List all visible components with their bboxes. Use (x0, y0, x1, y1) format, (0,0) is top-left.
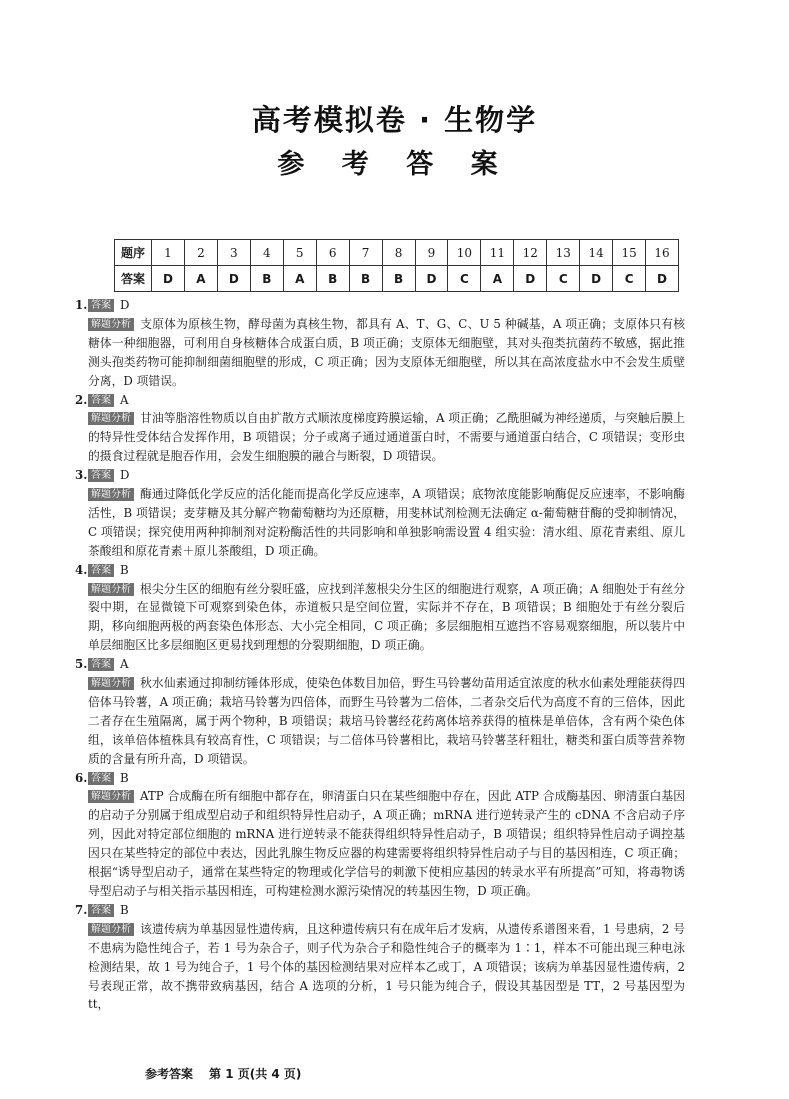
question-number-cell: 6 (316, 240, 349, 266)
answer-cell: B (316, 266, 349, 292)
question-block (75, 769, 685, 901)
analysis-text: 支原体为原核生物，酵母菌为真核生物，都具有 A、T、G、C、U 5 种碱基，A 项正确；支原体只有核糖体一种细胞器，可利用自身核糖体合成蛋白质，B 项正确；支原体无细胞壁，其对头孢类抗菌药不敏感，据此推测头孢类药物可能抑制细菌细胞壁的形成，C 项正确；因为支原体无细胞壁，所以其在高浓度盐水中不会发生质壁分离，D 项错误。 (88, 316, 685, 388)
analysis-text: 根尖分生区的细胞有丝分裂旺盛，应找到洋葱根尖分生区的细胞进行观察，A 项正确；A 细胞处于有丝分裂中期，在显微镜下可观察到染色体，赤道板只是空间位置，实际并不存在，B 项错误；B 细胞处于有丝分裂后期，移向细胞两极的两套染色体形态、大小完全相同，C 项正确；多层细胞相互遮挡不容易观察细胞，所以装片中单层细胞区比多层细胞区更易找到理想的分裂期细胞，D 项正确。 (88, 581, 685, 653)
analysis-tag: 解题分析 (88, 412, 134, 425)
page-number: 第 1 页(共 4 页) (209, 1067, 302, 1081)
question-block (75, 655, 685, 768)
answer-value: B (120, 562, 129, 577)
answer-cell: D (646, 266, 679, 292)
answer-tag: 答案 (88, 564, 114, 577)
answer-explanations (75, 296, 685, 1014)
question-number-cell: 10 (448, 240, 481, 266)
answer-tag: 答案 (88, 469, 114, 482)
question-number-cell: 14 (580, 240, 613, 266)
answer-cell: D (415, 266, 448, 292)
answer-cell: A (283, 266, 316, 292)
answer-cell: B (349, 266, 382, 292)
answer-value: A (120, 392, 129, 407)
analysis-text: 酶通过降低化学反应的活化能而提高化学反应速率，A 项错误；底物浓度能影响酶促反应速率，不影响酶活性，B 项错误；麦芽糖及其分解产物葡萄糖均为还原糖，用斐林试剂检测无法确定 α-葡萄糖苷酶的受抑制情况，C 项错误；探究使用两种抑制剂对淀粉酶活性的共同影响和单独影响需设置 4 组实验：清水组、原花青素组、原儿茶酸组和原花青素＋原儿茶酸组，D 项正确。 (88, 487, 685, 558)
answer-cell: B (250, 266, 283, 292)
footer-label: 参考答案 (145, 1067, 194, 1081)
question-number-cell: 2 (184, 240, 217, 266)
analysis-tag: 解题分析 (88, 923, 134, 936)
answer-table-answer-row (115, 266, 679, 292)
question-number-cell: 12 (514, 240, 547, 266)
answer-tag: 答案 (88, 772, 114, 785)
answer-value: B (120, 770, 129, 785)
question-number-cell: 5 (283, 240, 316, 266)
answer-tag: 答案 (88, 394, 114, 407)
question-number: 7. (75, 902, 88, 917)
question-number-cell: 9 (415, 240, 448, 266)
answer-value: D (120, 468, 130, 483)
question-number: 3. (75, 468, 88, 483)
question-number-cell: 15 (613, 240, 646, 266)
analysis-tag: 解题分析 (88, 677, 134, 690)
question-number-cell: 13 (547, 240, 580, 266)
question-number: 2. (75, 392, 88, 407)
question-block (75, 466, 685, 561)
answer-value: A (120, 657, 129, 672)
answer-table-number-row (115, 240, 679, 266)
question-number-cell: 7 (349, 240, 382, 266)
answer-cell: C (613, 266, 646, 292)
question-number-cell: 1 (152, 240, 185, 266)
row-label-numbers: 题序 (115, 240, 152, 266)
question-number: 4. (75, 562, 88, 577)
answer-cell: C (547, 266, 580, 292)
answer-cell: B (382, 266, 415, 292)
row-label-answers: 答案 (115, 266, 152, 292)
question-number-cell: 11 (481, 240, 514, 266)
answer-cell: A (481, 266, 514, 292)
question-number: 1. (75, 298, 88, 312)
answer-value: D (120, 298, 130, 312)
question-number: 5. (75, 657, 88, 672)
answer-cell: A (184, 266, 217, 292)
analysis-text: ATP 合成酶在所有细胞中都存在，卵清蛋白只在某些细胞中存在，因此 ATP 合成酶基因、卵清蛋白基因的启动子分别属于组成型启动子和组织特异性启动子，A 项正确；mRNA 进行逆转录产生的 cDNA 不含启动子序列，因此对特定部位细胞的 mRNA 进行逆转录不能获得组织特异性启动子，B 项错误；组织特异性启动子调控基因只在某些特定的部位中表达，因此乳腺生物反应器的构建需要将组织特异性启动子与目的基因相连，C 项正确；根据“诱导型启动子，通常在某些特定的物理或化学信号的刺激下使相应基因的转录水平有所提高”可知，将毒物诱导型启动子与相关指示基因相连，可构建检测水源污染情况的转基因生物，D 项正确。 (88, 789, 685, 898)
analysis-tag: 解题分析 (88, 790, 134, 803)
answer-cell: D (514, 266, 547, 292)
page-subtitle: 参 考 答 案 (277, 149, 512, 180)
question-number-cell: 4 (250, 240, 283, 266)
question-block (75, 391, 685, 467)
answer-cell: D (580, 266, 613, 292)
answer-tag: 答案 (88, 658, 114, 671)
answer-key-table (114, 239, 679, 292)
analysis-text: 该遗传病为单基因显性遗传病，且这种遗传病只有在成年后才发病，从遗传系谱图来看，1 号患病，2 号不患病为隐性纯合子，若 1 号为杂合子，则子代为杂合子和隐性纯合子的概率为 1∶1，样本不可能出现三种电泳检测结果，故 1 号为纯合子，1 号个体的基因检测结果对应样本乙或丁，A 项错误；该病为单基因显性遗传病，2 号表现正常，故不携带致病基因，结合 A 选项的分析，1 号只能为纯合子，假设其基因型是 TT，2 号基因型为 tt， (88, 921, 685, 1012)
page-footer (145, 1065, 301, 1082)
page-title: 高考模拟卷 · 生物学 (251, 103, 538, 137)
question-number: 6. (75, 770, 88, 785)
question-block (75, 561, 685, 656)
analysis-tag: 解题分析 (88, 488, 134, 501)
question-block (75, 901, 685, 1014)
analysis-tag: 解题分析 (88, 583, 134, 596)
question-block (75, 296, 685, 391)
analysis-text: 甘油等脂溶性物质以自由扩散方式顺浓度梯度跨膜运输，A 项正确；乙酰胆碱为神经递质，与突触后膜上的特异性受体结合发挥作用，B 项错误；分子或离子通过通道蛋白时，不需要与通道蛋白结合，C 项错误；变形虫的摄食过程就是胞吞作用，会发生细胞膜的融合与断裂，D 项错误。 (88, 411, 685, 464)
answer-tag: 答案 (88, 299, 114, 312)
answer-tag: 答案 (88, 904, 114, 917)
analysis-text: 秋水仙素通过抑制纺锤体形成，使染色体数目加倍，野生马铃薯幼苗用适宜浓度的秋水仙素处理能获得四倍体马铃薯，A 项正确；栽培马铃薯为四倍体，而野生马铃薯为二倍体，二者杂交后代为高度不育的三倍体，因此二者存在生殖隔离，属于两个物种，B 项错误；栽培马铃薯经花药离体培养获得的植株是单倍体，含有两个染色体组，该单倍体植株具有较高育性，C 项错误；与二倍体马铃薯相比，栽培马铃薯茎秆粗壮，糖类和蛋白质等营养物质的含量有所升高，D 项错误。 (88, 676, 685, 766)
answer-cell: D (152, 266, 185, 292)
answer-cell: C (448, 266, 481, 292)
answer-value: B (120, 902, 129, 917)
answer-cell: D (217, 266, 250, 292)
question-number-cell: 3 (217, 240, 250, 266)
analysis-tag: 解题分析 (88, 318, 134, 331)
question-number-cell: 16 (646, 240, 679, 266)
question-number-cell: 8 (382, 240, 415, 266)
